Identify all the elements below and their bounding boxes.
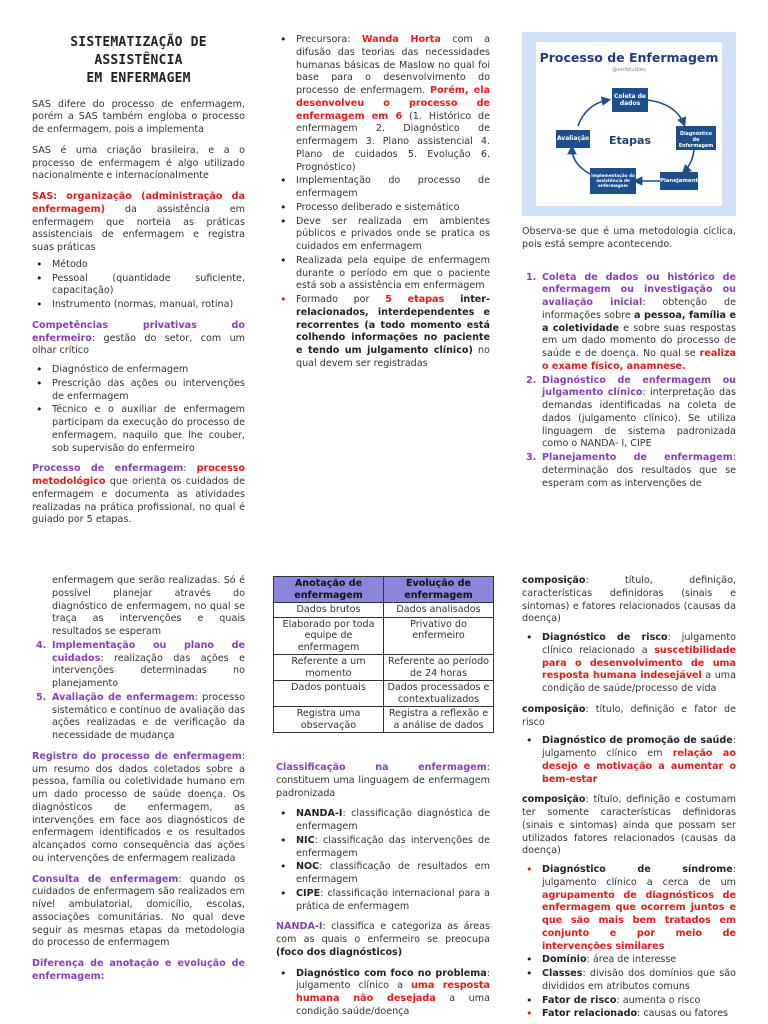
list-item-fator-risco: • Fator de risco: aumenta o risco — [522, 995, 736, 1008]
column-3-top — [522, 226, 736, 491]
paragraph-composicao-2: composição: título, definição e fator de risco — [522, 703, 736, 728]
list-item: • Instrumento (normas, manual, rotina) — [32, 299, 245, 312]
diagram-center-label: Etapas — [608, 134, 652, 147]
table-header-row — [274, 577, 494, 603]
risco-list — [522, 632, 736, 696]
paragraph-composicao-3: composição: título, definição e costumam ter somente características definidoras (sinais e sintomas) ainda que possam ser utilizados fatores relacionados (causas da doença) — [522, 794, 736, 857]
list-item: • Deve ser realizada em ambientes públicos e privados onde se pratica os cuidados em enfermagem — [276, 216, 490, 254]
paragraph-registro: Registro do processo de enfermagem: um resumo dos dados coletados sobre a pessoa, família ou coletividade humano em um dado processo de saúde doença. Os diagnósticos de enfermagem, as intervenções em face aos diagnósticos de enfermagem identificados e os resultados alcançados como consequência das ações ou intervenções de enfermagem realizada — [32, 750, 245, 864]
column-2-bottom — [276, 762, 490, 1024]
paragraph-classificacao: Classificação na enfermagem: constituem uma linguagem de enfermagem padronizada — [276, 762, 490, 799]
paragraph-sas-brasileira: SAS é uma criação brasileira, e a o processo de enfermagem é algo utilizado nacionalmente e internacionalmente — [32, 144, 245, 182]
diagram-card — [536, 42, 722, 206]
list-item-nanda: • NANDA-I: classificação diagnóstica de enfermagem — [276, 808, 490, 834]
table-cell: Referente ao período de 24 horas — [384, 655, 494, 681]
paragraph-sas-difere: SAS difere do processo de enfermagem, porém a SAS também engloba o processo de enfermagem, pois a implementa — [32, 98, 245, 136]
list-item: • Pessoal (quantidade suficiente, capacitação) — [32, 273, 245, 299]
list-item-avaliacao: 5. Avaliação de enfermagem: processo sistemático e contínuo de avaliação das ações realizadas e de verificação da necessidade de mudança — [36, 691, 245, 741]
etapas-list-1 — [522, 272, 736, 491]
list-item: • Diagnóstico de enfermagem — [32, 364, 245, 377]
list-item-dominio: • Domínio: área de interesse — [522, 954, 736, 967]
column-1-bottom — [32, 575, 245, 992]
list-item-diagnostico: 2. Diagnóstico de enfermagem ou julgamento clínico: interpretação das demandas identificadas na coleta de dados (julgamento clínico). Se utiliza linguagem de sistema padronizada como o NANDA- I, CIPE — [526, 374, 737, 450]
table-cell: Registra uma observação — [274, 707, 384, 733]
table-cell: Referente a um momento — [274, 655, 384, 681]
paragraph-processo: Processo de enfermagem: processo metodológico que orienta os cuidados de enfermagem e documenta as atividades realizadas na prática profissional, no qual é guiado por 5 etapas. — [32, 463, 245, 526]
arrow-4 — [572, 148, 590, 174]
sas-items-list — [32, 259, 245, 312]
list-item-cipe: • CIPE: classificação internacional para a prática de enfermagem — [276, 888, 490, 914]
table-cell: Registra a reflexão e a análise de dados — [384, 707, 494, 733]
node-avaliacao: Avaliação — [556, 130, 590, 148]
arrow-2 — [684, 150, 694, 172]
paragraph-nanda: NANDA-I: classifica e categoriza as áreas com as quais o enfermeiro se preocupa (foco dos diagnósticos) — [276, 921, 490, 958]
paragraph-ciclica: Observa-se que é uma metodologia cíclica, pois está sempre acontecendo. — [522, 226, 736, 250]
paragraph-competencias: Competências privativas do enfermeiro: gestão do setor, com um olhar crítico — [32, 319, 245, 357]
paragraph-sas-definition: SAS: organização (administração da enfermagem) da assistência em enfermagem que norteia as práticas assistenciais de enfermagem e registra suas práticas — [32, 191, 245, 254]
table-row — [274, 655, 494, 681]
page-title: SISTEMATIZAÇÃO DE ASSISTÊNCIA EM ENFERMAGEM — [70, 35, 207, 87]
node-diagnostico: Diagnóstico de Enfermagem — [676, 126, 716, 150]
list-item-sindrome: • Diagnóstico de síndrome: julgamento clínico a cerca de um agrupamento de diagnósticos de enfermagem que ocorrem juntos e que são mais bem tratados em conjunto e por meio de intervenções similares — [522, 864, 736, 953]
anotacao-evolucao-table — [273, 576, 494, 733]
column-3-bottom — [522, 575, 736, 1024]
list-item-precursora: • Precursora: Wanda Horta com a difusão das teorias das necessidades humanas básicas de Maslow no qual foi base para o desenvolvimento do processo de enfermagem. Porém, ela desenvolveu o processo de enfermagem em 6 (1. Histórico de enfermagem 2. Diagnóstico de enfermagem 3. Plano assistencial 4. Plano de cuidados 5. Evolução 6. Prognóstico) — [276, 34, 490, 174]
promocao-list — [522, 735, 736, 786]
sindrome-list — [522, 864, 736, 1021]
etapas-list-2 — [32, 640, 245, 743]
paragraph-planejamento-cont: enfermagem que serão realizadas. Só é possível planejar através do diagnóstico de enfermagem, no qual se traça as intervenções e quais resultados se esperam — [52, 575, 245, 637]
table-row — [274, 681, 494, 707]
node-planejamento: Planejamento — [660, 172, 698, 190]
table-row — [274, 603, 494, 618]
table-cell: Dados pontuais — [274, 681, 384, 707]
column-1-top — [32, 34, 245, 535]
arrow-5 — [578, 100, 608, 126]
paragraph-composicao-1: composição: título, definição, características definidoras (sinais e sintomas) e fatores relacionados (causas da doença) — [522, 575, 736, 625]
list-item-noc: • NOC: classificação de resultados em enfermagem — [276, 861, 490, 887]
diagram-handle: @enfstudies — [611, 67, 647, 73]
list-item: • Método — [32, 259, 245, 272]
arrow-1 — [648, 100, 684, 124]
list-item: • Realizada pela equipe de enfermagem durante o período em que o paciente está sob a assistência em enfermagem — [276, 255, 490, 293]
table-row — [274, 707, 494, 733]
node-implementacao: Implementação da assistência de enfermagem — [590, 168, 636, 194]
precursora-list — [276, 34, 490, 371]
classificacao-list — [276, 808, 490, 913]
list-item: • Prescrição das ações ou intervenções de enfermagem — [32, 378, 245, 404]
table-cell: Privativo do enfermeiro — [384, 617, 494, 655]
table-header: Anotação de enfermagem — [274, 577, 384, 603]
list-item-planejamento: 3. Planejamento de enfermagem: determinação dos resultados que se esperam com as intervenções de — [526, 452, 736, 489]
list-item-nic: • NIC: classificação das intervenções de enfermagem — [276, 835, 490, 861]
table-header: Evolução de enfermagem — [384, 577, 494, 603]
foco-list — [276, 968, 490, 1019]
list-item: • Técnico e o auxiliar de enfermagem participam da execução do processo de enfermagem, naquilo que lhe couber, sob supervisão do enfermeiro — [32, 404, 245, 455]
competencias-list — [32, 364, 245, 455]
list-item-implementacao: 4. Implementação ou plano de cuidados: realização das ações e intervenções determinadas no planejamento — [36, 639, 245, 689]
list-item-coleta: 1. Coleta de dados ou histórico de enfermagem ou investigação ou avaliação inicial: obtenção de informações sobre a pessoa, família e a coletividade e sobre suas respostas em um dado momento do processo de saúde e de doença. No qual se realiza o exame físico, anamnese. — [526, 271, 736, 372]
node-coleta: Coleta de dados — [612, 88, 648, 112]
list-item-risco: • Diagnóstico de risco: julgamento clínico relacionado a suscetibilidade para o desenvolvimento de uma resposta humana indesejável a uma condição de saúde/processo de vida — [522, 632, 736, 696]
column-2-top — [276, 34, 490, 379]
list-item-foco-problema: • Diagnóstico com foco no problema: julgamento clínico a uma resposta humana não desejada a uma condição saúde/doença — [276, 968, 490, 1019]
list-item-promocao: • Diagnóstico de promoção de saúde: julgamento clínico em relação ao desejo e motivação a aumentar o bem-estar — [522, 735, 736, 786]
list-item: • Implementação do processo de enfermagem — [276, 175, 490, 201]
processo-diagram — [522, 32, 736, 216]
table-cell: Dados processados e contextualizados — [384, 681, 494, 707]
table-cell: Dados analisados — [384, 603, 494, 618]
list-item-classes: • Classes: divisão dos domínios que são divididos em atributos comuns — [522, 968, 736, 994]
table-cell: Dados brutos — [274, 603, 384, 618]
diagram-title: Processo de Enfermagem — [539, 50, 719, 65]
list-item-etapas: • Formado por 5 etapas inter-relacionados, interdependentes e recorrentes (a todo momento está colhendo informações no paciente e tendo um julgamento clínico) no qual devem ser registradas — [276, 294, 490, 371]
list-item-fator-relacionado: • Fator relacionado: causas ou fatores — [522, 1008, 736, 1021]
paragraph-consulta: Consulta de enfermagem: quando os cuidados de enfermagem são realizados em nível ambulatorial, domicílio, escolas, associações comunitárias. No qual deve seguir as mesmas etapas da metodologia do processo de enfermagem — [32, 873, 245, 949]
paragraph-diferenca: Diferença de anotação e evolução de enfermagem: — [32, 958, 245, 982]
list-item: • Processo deliberado e sistemático — [276, 202, 490, 215]
table-cell: Elaborado por toda equipe de enfermagem — [274, 617, 384, 655]
table-row — [274, 617, 494, 655]
